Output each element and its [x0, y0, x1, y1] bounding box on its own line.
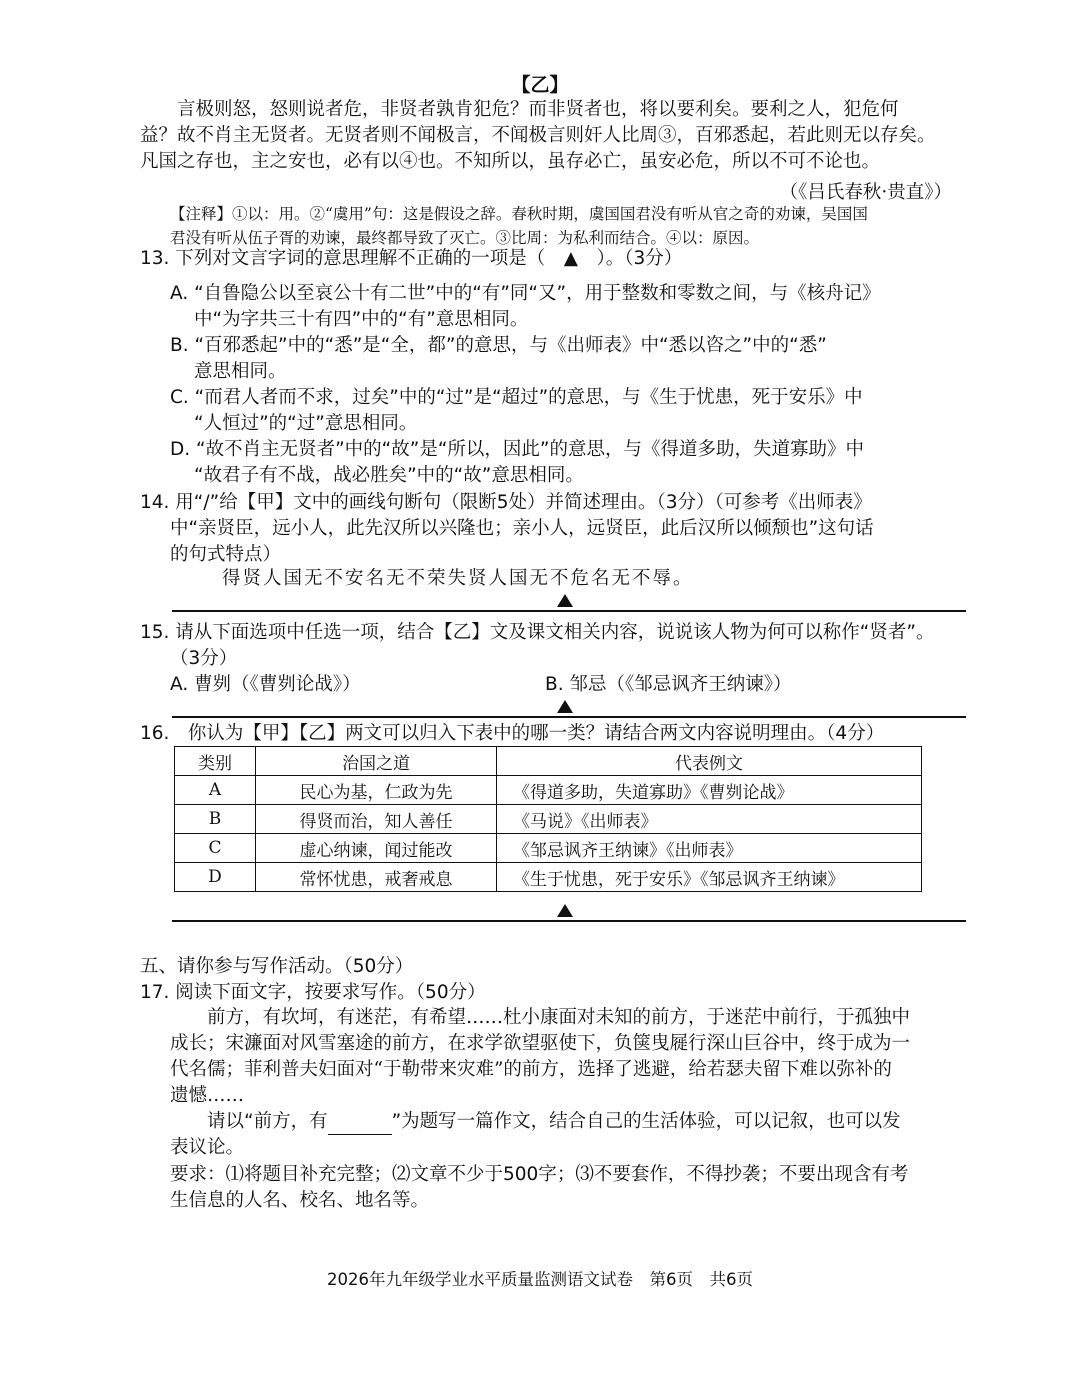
table-header: 治国之道 — [256, 747, 497, 776]
prompt-line: 前方，有坎坷，有迷茫，有希望……杜小康面对未知的前方，于迷茫中前行，于孤独中 — [170, 1007, 911, 1028]
option-line: “人恒过”的“过”意思相同。 — [194, 413, 418, 434]
question-13-option-d — [170, 437, 864, 489]
answer-triangle-mark — [557, 700, 573, 713]
prompt-line: 遗憾…… — [170, 1085, 245, 1106]
prompt-line: 代名儒；菲利普夫妇面对“于勒带来灾难”的前方，选择了逃避，给若瑟夫留下难以弥补的 — [170, 1059, 892, 1080]
option-line: D. “故不肖主无贤者”中的“故”是“所以，因此”的意思，与《得道多助，失道寡助》中 — [170, 439, 865, 460]
option-line: “故君子有不战，战必胜矣”中的“故”意思相同。 — [194, 465, 584, 486]
title-blank — [328, 1116, 392, 1135]
answer-line — [172, 610, 966, 612]
passage-source: （《吕氏春秋·贵直》） — [779, 182, 952, 203]
stem-line: （3分） — [170, 648, 238, 669]
stem-line: 中“亲贤臣，远小人，此先汉所以兴隆也；亲小人，远贤臣，此后汉所以倾颓也”这句话 — [170, 518, 874, 539]
note-line: 君没有听从伍子胥的劝谏，最终都导致了灭亡。③比周：为私利而结合。④以：原因。 — [170, 229, 760, 247]
option-line: 中“为字共三十有四”中的“有”意思相同。 — [194, 309, 529, 330]
option-line: C. “而君人者而不求，过矣”中的“过”是“超过”的意思，与《生于忧患，死于安乐》中 — [170, 387, 863, 408]
question-15-option-b: B. 邹忌（《邹忌讽齐王纳谏》） — [545, 674, 792, 695]
question-13-option-a — [170, 281, 881, 333]
task-line — [170, 1109, 901, 1135]
passage-notes — [170, 202, 868, 250]
passage-text — [140, 97, 936, 175]
table-header-row — [175, 747, 922, 776]
passage-line: 言极则怒，怒则说者危，非贤者孰肯犯危？而非贤者也，将以要利矣。要利之人，犯危何 — [140, 99, 899, 120]
table-row — [175, 863, 922, 892]
table-cell: 《邹忌讽齐王纳谏》《出师表》 — [497, 834, 922, 863]
question-16-stem: 16. 你认为【甲】【乙】两文可以归入下表中的哪一类？请结合两文内容说明理由。（4分） — [140, 723, 885, 744]
table-row — [175, 805, 922, 834]
question-14-stem — [140, 490, 874, 568]
question-13-option-c — [170, 385, 863, 437]
answer-triangle-mark — [557, 594, 573, 607]
question-15-stem — [140, 620, 934, 672]
table-cell: 《得道多助，失道寡助》《曹刿论战》 — [497, 776, 922, 805]
table-cell: 得贤而治，知人善任 — [256, 805, 497, 834]
question-13-option-b — [170, 333, 827, 385]
writing-requirements — [170, 1162, 908, 1214]
table-cell: 虚心纳谏，闻过能改 — [256, 834, 497, 863]
task-text: 请以“前方，有 — [170, 1111, 328, 1132]
table-cell: 民心为基，仁政为先 — [256, 776, 497, 805]
table-row — [175, 776, 922, 805]
section-5-heading: 五、请你参与写作活动。（50分） — [140, 956, 414, 977]
requirement-line: 要求：⑴将题目补充完整；⑵文章不少于500字；⑶不要套作，不得抄袭；不要出现含有考 — [170, 1164, 909, 1185]
requirement-line: 生信息的人名、校名、地名等。 — [170, 1190, 430, 1211]
task-text: ”为题写一篇作文，结合自己的生活体验，可以记叙，也可以发 — [391, 1111, 901, 1132]
answer-triangle-mark — [557, 904, 573, 917]
table-header: 代表例文 — [497, 747, 922, 776]
question-15-option-a: A. 曹刿（《曹刿论战》） — [170, 674, 361, 695]
option-line: A. “自鲁隐公以至哀公十有二世”中的“有”同“又”，用于整数和零数之间，与《核舟记》 — [170, 283, 881, 304]
passage-line: 凡国之存也，主之安也，必有以④也。不知所以，虽存必亡，虽安必危，所以不可不论也。 — [140, 151, 881, 172]
table-cell: B — [175, 805, 256, 834]
table-header: 类别 — [175, 747, 256, 776]
question-13-stem: 13. 下列对文言字词的意思理解不正确的一项是（ ▲ ）。（3分） — [140, 248, 683, 269]
page-footer: 2026年九年级学业水平质量监测语文试卷 第6页 共6页 — [327, 1270, 753, 1289]
answer-line — [172, 920, 966, 922]
table-cell: 《马说》《出师表》 — [497, 805, 922, 834]
table-cell: 《生于忧患，死于安乐》《邹忌讽齐王纳谏》 — [497, 863, 922, 892]
passage-title: 【乙】 — [511, 74, 569, 96]
stem-line: 15. 请从下面选项中任选一项，结合【乙】文及课文相关内容，说说该人物为何可以称作“贤者”。 — [140, 622, 935, 643]
table-cell: A — [175, 776, 256, 805]
option-line: 意思相同。 — [194, 361, 287, 382]
prompt-line: 成长；宋濂面对风雪塞途的前方，在求学欲望驱使下，负箧曳屣行深山巨谷中，终于成为一 — [170, 1033, 911, 1054]
answer-line — [172, 716, 966, 718]
table-row — [175, 834, 922, 863]
question-14-sentence: 得贤人国无不安名无不荣失贤人国无不危名无不辱。 — [222, 568, 694, 589]
classification-table — [174, 746, 922, 892]
question-17-stem: 17. 阅读下面文字，按要求写作。（50分） — [140, 982, 486, 1003]
option-line: B. “百邪悉起”中的“悉”是“全，都”的意思，与《出师表》中“悉以咨之”中的“悉” — [170, 335, 827, 356]
table-cell: C — [175, 834, 256, 863]
table-cell: 常怀忧患，戒奢戒息 — [256, 863, 497, 892]
stem-line: 14. 用“/”给【甲】文中的画线句断句（限断5处）并简述理由。（3分）（可参考《出师表》 — [140, 492, 872, 513]
stem-line: 的句式特点） — [170, 544, 282, 565]
writing-task — [170, 1109, 901, 1161]
task-line: 表议论。 — [170, 1137, 245, 1158]
writing-prompt — [170, 1005, 910, 1109]
note-line: 【注释】①以：用。②“虞用”句：这是假设之辞。春秋时期，虞国国君没有听从官之奇的劝谏，吴国国 — [170, 205, 868, 223]
table-cell: D — [175, 863, 256, 892]
passage-line: 益？故不肖主无贤者。无贤者则不闻极言，不闻极言则奸人比周③，百邪悉起，若此则无以存矣。 — [140, 125, 936, 146]
